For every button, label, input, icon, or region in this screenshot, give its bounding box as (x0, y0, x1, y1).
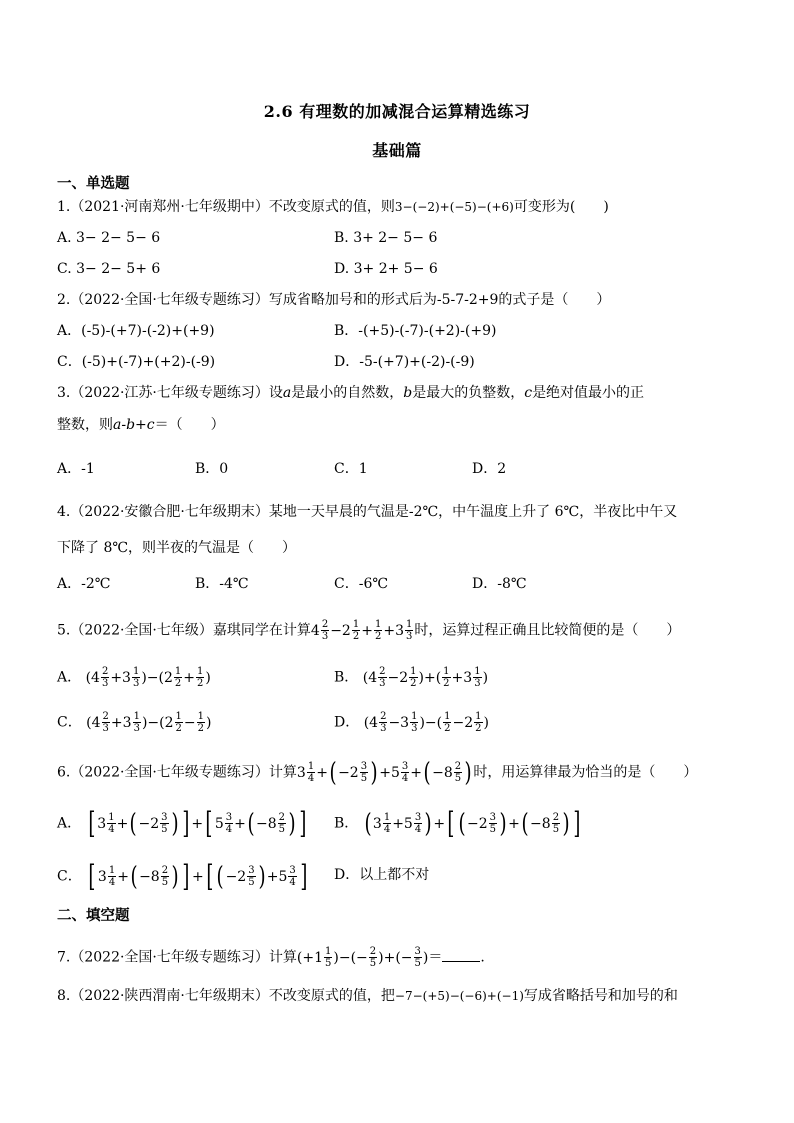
question-3-stem-line2 (57, 415, 225, 435)
q8-stem-tail: 写成省略括号和加号的和 (523, 988, 678, 1004)
q5-option-c-expression: (4 $\frac{2}{3}$ +3 $\frac{1}{3}$ )−(2 $\frac{1}{2}$ − $\frac{1}{2}$ ) (86, 711, 212, 734)
q6-option-b-expression: ( 3 $\frac{1}{4}$ +5 $\frac{3}{4}$ ) + [ ( −2 $\frac{3}{5}$ ) + ( −8 $\frac{2}{5}$ ) ] (364, 805, 581, 841)
q6-option-a-label: A． (57, 815, 82, 832)
q3-option-c[interactable]: C．1 (334, 461, 368, 477)
q6-option-c-label: C． (57, 868, 82, 885)
q3-expression: a-b+c (113, 417, 155, 433)
question-6-stem (57, 757, 698, 788)
q4-option-d[interactable]: D．-8℃ (472, 576, 527, 592)
q3-var-b: b (403, 385, 413, 401)
question-8-stem (57, 986, 678, 1006)
question-4-stem-line2: 下降了 8℃，则半夜的气温是（ ） (57, 540, 297, 556)
q5-option-c-label: C． (57, 714, 82, 731)
q7-answer-blank[interactable] (442, 947, 480, 962)
q2-option-b[interactable]: B．-(+5)-(-7)-(+2)-(+9) (334, 323, 497, 339)
q5-option-d-label: D． (334, 714, 360, 731)
q5-stem-tail: 时，运算过程正确且比较简便的是（ ） (414, 622, 681, 639)
q4-option-b[interactable]: B．-4℃ (195, 576, 249, 592)
q7-stem-text: 7.（2022·全国·七年级专题练习）计算 (57, 949, 297, 966)
q1-option-d[interactable]: D. 3+ 2+ 5− 6 (334, 261, 438, 277)
q2-option-a[interactable]: A．(-5)-(+7)-(-2)+(+9) (57, 323, 215, 339)
q6-option-a[interactable] (57, 805, 309, 841)
q5-option-b[interactable] (334, 666, 488, 689)
question-4-stem-line1: 4.（2022·安徽合肥·七年级期末）某地一天早晨的气温是-2℃，中午温度上升了 6℃，半夜比中午又 (57, 504, 678, 520)
q5-option-d[interactable] (334, 711, 489, 734)
q1-option-a[interactable]: A. 3− 2− 5− 6 (57, 230, 161, 246)
question-2-stem: 2.（2022·全国·七年级专题练习）写成省略加号和的形式后为-5-7-2+9的式子是（ ） (57, 292, 611, 308)
q6-option-d[interactable]: D．以上都不对 (334, 867, 430, 883)
q3-text-5: 整数，则 (57, 417, 113, 433)
q6-option-c[interactable] (57, 858, 309, 894)
q3-text-2: 是最小的自然数， (291, 385, 404, 401)
q3-var-a: a (282, 385, 292, 401)
q6-option-a-expression: [ 3 $\frac{1}{4}$ + ( −2 $\frac{3}{5}$ ) ] + [ 5 $\frac{3}{4}$ + ( −8 $\frac{2}{5}$ ) ] (87, 805, 307, 841)
q7-equals: ＝ (428, 949, 443, 966)
q3-text-4: 是绝对值最小的正 (532, 385, 645, 401)
q5-option-b-label: B． (334, 669, 359, 686)
q1-option-b[interactable]: B. 3+ 2− 5− 6 (334, 230, 438, 246)
page-subtitle: 基础篇 (372, 141, 422, 160)
q6-stem-text: 6.（2022·全国·七年级专题练习）计算 (57, 764, 297, 781)
q4-option-a[interactable]: A．-2℃ (57, 576, 111, 592)
question-7-stem: 7.（2022·全国·七年级专题练习）计算(+1 $\frac{1}{5}$ )−(− $\frac{2}{5}$ )+(− $\frac{3}{5}$ )＝ . (57, 946, 485, 969)
question-3-stem-line1 (57, 383, 644, 403)
q5-option-a-expression: (4 $\frac{2}{3}$ +3 $\frac{1}{3}$ )−(2 $\frac{1}{2}$ + $\frac{1}{2}$ ) (85, 666, 211, 689)
q3-option-a[interactable]: A．-1 (57, 461, 95, 477)
q8-stem-text: 8.（2022·陕西渭南·七年级期末）不改变原式的值，把 (57, 988, 395, 1004)
q1-stem-tail: 可变形为( ) (513, 199, 609, 215)
q3-text-3: 是最大的负整数， (412, 385, 525, 401)
q2-option-d[interactable]: D．-5-(+7)+(-2)-(-9) (334, 354, 475, 370)
q2-option-c[interactable]: C．(-5)+(-7)+(+2)-(-9) (57, 354, 216, 370)
q5-option-c[interactable] (57, 711, 211, 734)
q1-expression: 3−(−2)+(−5)−(+6) (394, 200, 514, 214)
q1-stem-text: 1.（2021·河南郑州·七年级期中）不改变原式的值，则 (57, 199, 395, 215)
q1-option-c[interactable]: C. 3− 2− 5+ 6 (57, 261, 161, 277)
q6-option-b[interactable] (334, 805, 583, 841)
question-1-stem (57, 197, 609, 217)
q6-option-b-label: B． (334, 815, 359, 832)
q6-expression: 3 $\frac{1}{4}$ + ( −2 $\frac{3}{5}$ ) +5 $\frac{3}{4}$ + ( −8 $\frac{2}{5}$ ) (296, 757, 472, 788)
section-heading-single-choice: 一、单选题 (57, 175, 130, 192)
q3-var-c: c (524, 385, 533, 401)
q5-option-d-expression: (4 $\frac{2}{3}$ −3 $\frac{1}{3}$ )−( $\frac{1}{2}$ −2 $\frac{1}{2}$ ) (363, 711, 489, 734)
section-heading-fill-in: 二、填空题 (57, 907, 130, 924)
q3-text-6: ＝（ ） (154, 417, 225, 433)
q5-option-b-expression: (4 $\frac{2}{3}$ −2 $\frac{1}{2}$ )+( $\frac{1}{2}$ +3 $\frac{1}{3}$ ) (362, 666, 489, 689)
q3-option-b[interactable]: B．0 (195, 461, 229, 477)
question-5-stem (57, 619, 680, 642)
q5-option-a[interactable] (57, 666, 211, 689)
q3-text-1: 3.（2022·江苏·七年级专题练习）设 (57, 385, 283, 401)
q7-expression: (+1 $\frac{1}{5}$ )−(− $\frac{2}{5}$ )+(− $\frac{3}{5}$ ) (296, 946, 429, 969)
q3-option-d[interactable]: D．2 (472, 461, 507, 477)
q6-stem-tail: 时，用运算律最为恰当的是（ ） (473, 764, 698, 781)
q8-expression: −7−(+5)−(−6)+(−1) (394, 989, 524, 1003)
q5-option-a-label: A． (57, 669, 82, 686)
q4-option-c[interactable]: C．-6℃ (334, 576, 389, 592)
q5-expression: 4 $\frac{2}{3}$ − 2 $\frac{1}{2}$ + $\frac{1}{2}$ + 3 $\frac{1}{3}$ (310, 619, 413, 642)
q6-option-c-expression: [ 3 $\frac{1}{4}$ + ( −8 $\frac{2}{5}$ ) ] + [ ( −2 $\frac{3}{5}$ ) +5 $\frac{3}{4}$ ] (88, 858, 308, 894)
page-title: 2.6 有理数的加减混合运算精选练习 (263, 102, 531, 121)
q5-stem-text: 5.（2022·全国·七年级）嘉琪同学在计算 (57, 622, 311, 639)
